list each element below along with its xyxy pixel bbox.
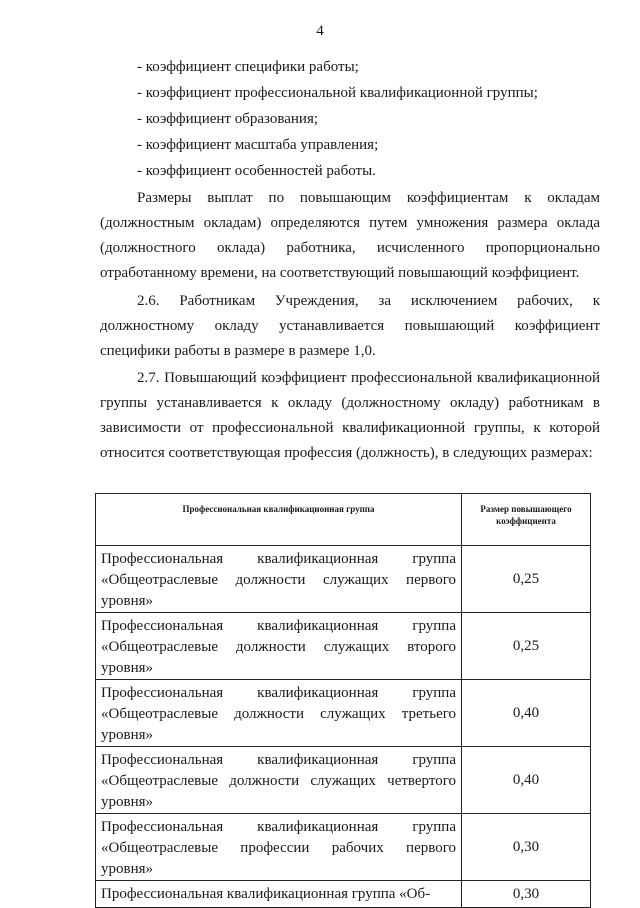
group-cell: Профессиональная квалификационная группа «Общеотраслевые должности служащих третьего уровня» (96, 680, 462, 747)
paragraph-2-6: 2.6. Работникам Учреждения, за исключением рабочих, к должностному окладу устанавливается повышающий коэффициент специфики работы в размере в размере 1,0. (100, 293, 600, 359)
coefficient-table (95, 493, 591, 908)
coefficient-list (137, 58, 538, 188)
list-item: - коэффициент образования; (137, 111, 319, 127)
value-cell: 0,30 (462, 814, 591, 881)
group-cell: Профессиональная квалификационная группа «Об- (96, 881, 462, 908)
list-item: - коэффициент специфики работы; (137, 59, 359, 75)
paragraph-payment-sizes: Размеры выплат по повышающим коэффициентам к окладам (должностным окладам) определяются путем умножения размера оклада (должностного оклада) работника, исчисленного пропорционально отработанному времени, на соответствующий повышающий коэффициент. (100, 190, 600, 281)
value-cell: 0,25 (462, 613, 591, 680)
header-group: Профессиональная квалификационная группа (96, 494, 462, 546)
table-row (96, 613, 591, 680)
list-item: - коэффициент особенностей работы. (137, 163, 376, 179)
value-cell: 0,25 (462, 546, 591, 613)
table-row (96, 546, 591, 613)
table-row (96, 747, 591, 814)
value-cell: 0,40 (462, 747, 591, 814)
paragraph-2-7: 2.7. Повышающий коэффициент профессиональной квалификационной группы устанавливается к окладу (должностному окладу) работникам в зависимости от профессиональной квалификационной группы, к которой относится соответствующая профессия (должность), в следующих размерах: (100, 370, 600, 461)
list-item: - коэффициент профессиональной квалификационной группы; (137, 85, 538, 101)
page-number: 4 (316, 23, 324, 39)
table-row (96, 814, 591, 881)
value-cell: 0,30 (462, 881, 591, 908)
list-item: - коэффициент масштаба управления; (137, 137, 379, 153)
value-cell: 0,40 (462, 680, 591, 747)
group-cell: Профессиональная квалификационная группа «Общеотраслевые должности служащих второго уровня» (96, 613, 462, 680)
group-cell: Профессиональная квалификационная группа «Общеотраслевые должности служащих четвертого уровня» (96, 747, 462, 814)
group-cell: Профессиональная квалификационная группа «Общеотраслевые должности служащих первого уровня» (96, 546, 462, 613)
header-coefficient-size: Размер повышающего коэффициента (462, 494, 591, 546)
table-header-row (96, 494, 591, 546)
table-row (96, 881, 591, 908)
group-cell: Профессиональная квалификационная группа «Общеотраслевые профессии рабочих первого уровня» (96, 814, 462, 881)
table-row (96, 680, 591, 747)
